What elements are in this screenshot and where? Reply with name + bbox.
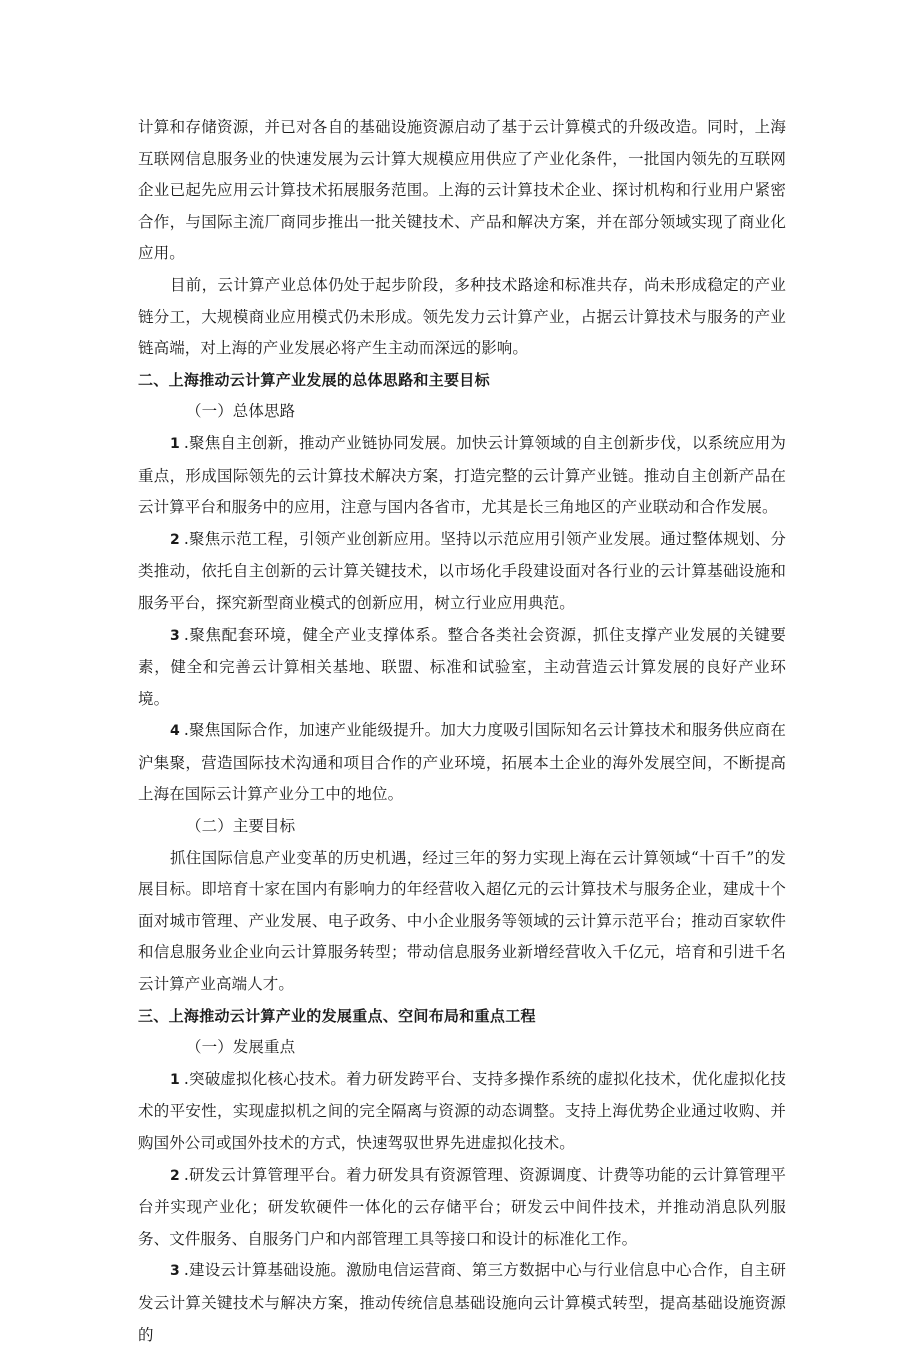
subheading-overall-approach: （一）总体思路 <box>186 402 296 421</box>
list-item-focus-2 <box>138 1160 786 1256</box>
subheading-development-focus: （一）发展重点 <box>186 1038 296 1057</box>
item-number: 1 <box>170 435 180 452</box>
item-text: .聚焦示范工程，引领产业创新应用。坚持以示范应用引领产业发展。通过整体规划、分类推动，依托自主创新的云计算关键技术，以市场化手段建设面对各行业的云计算基础设施和服务平台，探究新型商业模式的创新应用，树立行业应用典范。 <box>138 529 786 612</box>
paragraph-main-goals: 抓住国际信息产业变革的历史机遇，经过三年的努力实现上海在云计算领域“十百千”的发展目标。即培育十家在国内有影响力的年经营收入超亿元的云计算技术与服务企业，建成十个面对城市管理、产业发展、电子政务、中小企业服务等领域的云计算示范平台；推动百家软件和信息服务业企业向云计算服务转型；带动信息服务业新增经营收入千亿元，培育和引进千名云计算产业高端人才。 <box>138 848 786 994</box>
item-text: .聚焦自主创新，推动产业链协同发展。加快云计算领域的自主创新步伐，以系统应用为重点，形成国际领先的云计算技术解决方案，打造完整的云计算产业链。推动自主创新产品在云计算平台和服务中的应用，注意与国内各省市，尤其是长三角地区的产业联动和合作发展。 <box>138 433 786 517</box>
item-number: 3 <box>170 627 180 644</box>
item-number: 4 <box>170 723 180 740</box>
list-item-approach-3 <box>138 620 786 716</box>
paragraph-cloud-resources: 计算和存储资源，并已对各自的基础设施资源启动了基于云计算模式的升级改造。同时，上海互联网信息服务业的快速发展为云计算大规模应用供应了产业化条件，一批国内领先的互联网企业已起先应用云计算技术拓展服务范围。上海的云计算技术企业、探讨机构和行业用户紧密合作，与国际主流厂商同步推出一批关键技术、产品和解决方案，并在部分领域实现了商业化应用。 <box>138 118 786 263</box>
item-number: 1 <box>170 1071 180 1088</box>
item-text: .聚焦配套环境，健全产业支撑体系。整合各类社会资源，抓住支撑产业发展的关键要素，健全和完善云计算相关基地、联盟、标准和试验室，主动营造云计算发展的良好产业环境。 <box>138 625 786 708</box>
item-number: 2 <box>170 1167 180 1184</box>
item-number: 3 <box>170 1263 180 1280</box>
item-number: 2 <box>170 531 180 548</box>
list-item-focus-1 <box>138 1064 786 1160</box>
document-page <box>138 112 786 1351</box>
item-text: .突破虚拟化核心技术。着力研发跨平台、支持多操作系统的虚拟化技术，优化虚拟化技术的平安性，实现虚拟机之间的完全隔离与资源的动态调整。支持上海优势企业通过收购、并购国外公司或国外技术的方式，快速驾驭世界先进虚拟化技术。 <box>138 1069 786 1152</box>
list-item-focus-3 <box>138 1255 786 1351</box>
section-heading-2: 二、上海推动云计算产业发展的总体思路和主要目标 <box>138 370 490 389</box>
item-text: .建设云计算基础设施。激励电信运营商、第三方数据中心与行业信息中心合作，自主研发云计算关键技术与解决方案，推动传统信息基础设施向云计算模式转型，提高基础设施资源的 <box>138 1261 786 1344</box>
paragraph-current-status: 目前，云计算产业总体仍处于起步阶段，多种技术路途和标准共存，尚未形成稳定的产业链分工，大规模商业应用模式仍未形成。领先发力云计算产业，占据云计算技术与服务的产业链高端，对上海的产业发展必将产生主动而深远的影响。 <box>138 275 786 358</box>
list-item-approach-1 <box>138 428 786 524</box>
list-item-approach-2 <box>138 524 786 620</box>
list-item-approach-4 <box>138 715 786 811</box>
section-heading-3: 三、上海推动云计算产业的发展重点、空间布局和重点工程 <box>138 1006 536 1025</box>
subheading-main-goals: （二）主要目标 <box>186 817 296 836</box>
item-text: .聚焦国际合作，加速产业能级提升。加大力度吸引国际知名云计算技术和服务供应商在沪集聚，营造国际技术沟通和项目合作的产业环境，拓展本土企业的海外发展空间，不断提高上海在国际云计算产业分工中的地位。 <box>138 721 786 804</box>
item-text: .研发云计算管理平台。着力研发具有资源管理、资源调度、计费等功能的云计算管理平台并实现产业化；研发软硬件一体化的云存储平台；研发云中间件技术，并推动消息队列服务、文件服务、自服务门户和内部管理工具等接口和设计的标准化工作。 <box>138 1165 786 1248</box>
